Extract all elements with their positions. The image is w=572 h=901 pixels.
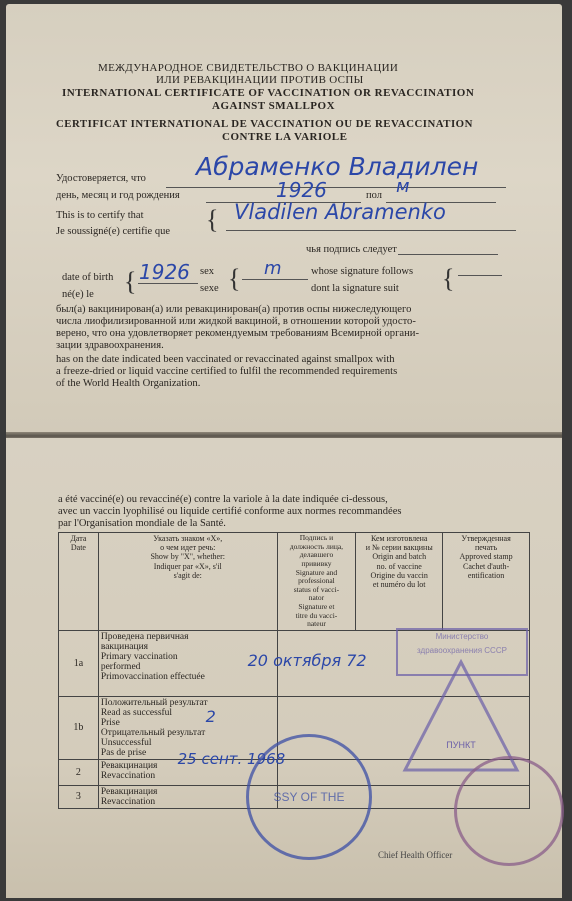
certify-fr-label: Je soussigné(e) certifie que bbox=[56, 226, 170, 237]
brace-3: { bbox=[228, 264, 241, 293]
header-batch: Кем изготовлена и № серии вакцины Origin and batch no. of vaccine Origine du vaccin et numéro du lot bbox=[356, 533, 443, 631]
body-ru-line1: был(а) вакцинирован(а) или ревакцинирован(а) против оспы нижеследующего bbox=[56, 304, 412, 315]
body-ru-line2: числа лиофилизированной или жидкой вакциной, в отношении которой удосто- bbox=[56, 316, 416, 327]
signature-ru-line bbox=[398, 254, 498, 255]
title-fr-line1: CERTIFICAT INTERNATIONAL DE VACCINATION OU DE REVACCINATION bbox=[56, 118, 473, 130]
handwritten-sex-ru: м bbox=[396, 176, 410, 197]
body-en-line2: a freeze-dried or liquid vaccine certified to fulfil the recommended requirements bbox=[56, 366, 398, 377]
body-fr-line3: par l'Organisation mondiale de la Santé. bbox=[58, 518, 226, 529]
row-number: 1b bbox=[59, 696, 99, 759]
sex-fr-label: sexe bbox=[200, 283, 219, 294]
handwritten-dob-en: 1926 bbox=[139, 260, 190, 284]
certificate-top-page bbox=[6, 4, 562, 434]
row-text: Ревакцинация Revaccination bbox=[98, 759, 277, 785]
signature-ru-label: чья подпись следует bbox=[306, 244, 397, 255]
stamp-punkt-text: ПУНКТ bbox=[446, 740, 476, 750]
name-line bbox=[166, 187, 506, 188]
row-handwriting: 25 сент. 1968 bbox=[177, 749, 286, 768]
title-en-line2: AGAINST SMALLPOX bbox=[212, 100, 336, 112]
handwritten-sex-en: m bbox=[264, 258, 282, 279]
sex-ru-label: пол bbox=[366, 190, 382, 201]
dob-fr-label: né(e) le bbox=[62, 289, 94, 300]
brace-1: { bbox=[206, 205, 219, 234]
body-en-line3: of the World Health Organization. bbox=[56, 378, 201, 389]
body-ru-line4: зации здравоохранения. bbox=[56, 340, 164, 351]
title-fr-line2: CONTRE LA VARIOLE bbox=[222, 131, 348, 143]
row-text: Проведена первичная вакцинация Primary vaccination performed Primovaccination effectuée bbox=[98, 630, 277, 696]
certificate-bottom-page bbox=[6, 438, 562, 898]
body-en-line1: has on the date indicated been vaccinated or revaccinated against smallpox with bbox=[56, 354, 395, 365]
brace-4: { bbox=[442, 264, 455, 293]
signature-en-line bbox=[458, 275, 502, 276]
signature-en-label: whose signature follows bbox=[311, 266, 414, 277]
row-number: 3 bbox=[59, 785, 99, 808]
signature-fr-label: dont la signature suit bbox=[311, 283, 399, 294]
row-number: 2 bbox=[59, 759, 99, 785]
row-number: 1a bbox=[59, 630, 99, 696]
dob-en-label: date of birth bbox=[62, 272, 114, 283]
body-fr-line2: avec un vaccin lyophilisé ou liquide certifié conforme aux normes recommandées bbox=[58, 506, 402, 517]
chief-health-officer-text: Chief Health Officer bbox=[378, 850, 453, 860]
header-signature: Подпись и должность лица, делавшего прививку Signature and professional status of vacci- nator Signature et titre du vacci- nateur bbox=[277, 533, 356, 631]
header-stamp: Утвержденная печать Approved stamp Cachet d'auth- entification bbox=[443, 533, 530, 631]
round-stamp: SSY OF THE bbox=[246, 734, 372, 860]
handwritten-dob-ru: 1926 bbox=[276, 178, 327, 202]
ministry-stamp: Министерство здравоохранения СССР bbox=[396, 628, 528, 676]
body-ru-line3: верено, что она удовлетворяет рекомендуемым требованиям Всемирной органи- bbox=[56, 328, 419, 339]
body-fr-line1: a été vacciné(e) ou revacciné(e) contre la variole à la date indiquée ci-dessous, bbox=[58, 494, 388, 505]
title-en-line1: INTERNATIONAL CERTIFICATE OF VACCINATION OR REVACCINATION bbox=[62, 87, 475, 99]
name-lat-line bbox=[226, 230, 516, 231]
certify-ru-label: Удостоверяется, что bbox=[56, 173, 146, 184]
certify-en-label: This is to certify that bbox=[56, 210, 144, 221]
title-ru-line1: МЕЖДУНАРОДНОЕ СВИДЕТЕЛЬСТВО О ВАКЦИНАЦИИ bbox=[98, 62, 399, 74]
sex-en-label: sex bbox=[200, 266, 214, 277]
sex-en-line bbox=[242, 279, 308, 280]
row-handwriting: 20 октября 72 bbox=[247, 650, 367, 670]
handwritten-name-lat: Vladilen Abramenko bbox=[234, 200, 446, 224]
title-ru-line2: ИЛИ РЕВАКЦИНАЦИИ ПРОТИВ ОСПЫ bbox=[156, 74, 364, 86]
dob-ru-label: день, месяц и год рождения bbox=[56, 190, 180, 201]
handwritten-name-ru: Абраменко Владилен bbox=[196, 152, 479, 181]
row-text: Положительный результат Read as successful Prise Отрицательный результат Unsuccessful Pas de prise bbox=[98, 696, 277, 759]
brace-2: { bbox=[124, 267, 137, 296]
round-stamp-2 bbox=[454, 756, 564, 866]
header-date: Дата Date bbox=[59, 533, 99, 631]
header-show: Указать знаком «X», о чем идет речь: Show by "X", whether: Indiquer par «X», s'il s'agit de: bbox=[98, 533, 277, 631]
row-text: Ревакцинация Revaccination bbox=[98, 785, 277, 808]
row-handwriting: 2 bbox=[205, 706, 216, 726]
